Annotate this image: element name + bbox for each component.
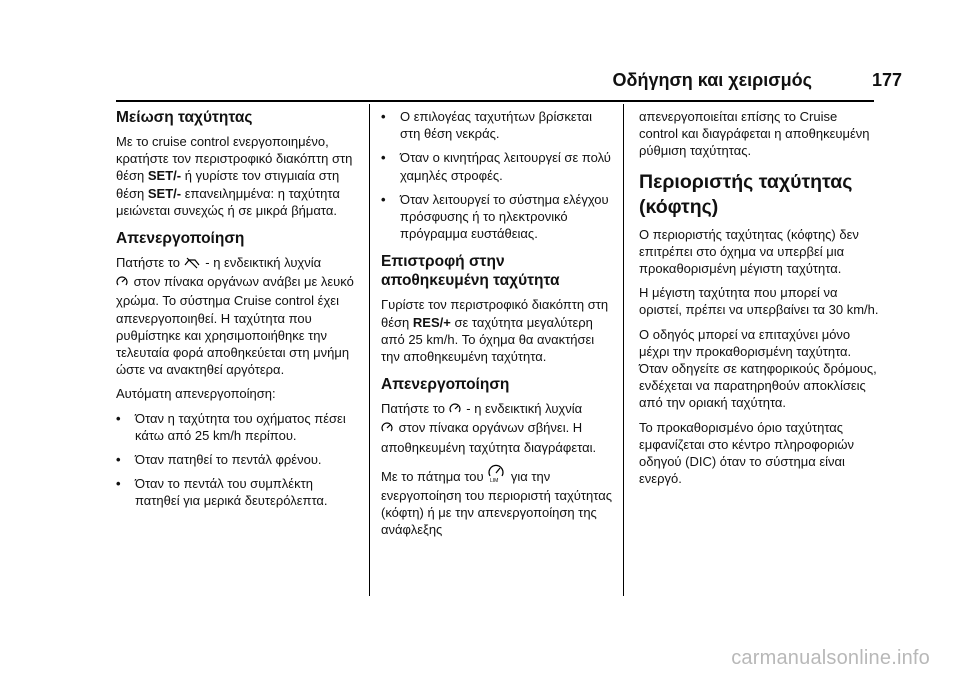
column-3 bbox=[639, 108, 879, 494]
heading-speed-limiter: Περιοριστής ταχύτητας (κόφτης) bbox=[639, 170, 853, 218]
bullet-list bbox=[116, 410, 358, 510]
cruise-indicator-icon bbox=[449, 402, 461, 419]
list-item: • Ο επιλογέας ταχυτήτων βρίσκεται στη θέση νεκράς. bbox=[381, 109, 593, 142]
paragraph: Γυρίστε τον περιστροφικό διακόπτη στη θέση RES/+ σε ταχύτητα μεγαλύτερη από 25 km/h. Το όχημα θα ανακτήσει την αποθηκευμένη ταχύτητα. bbox=[381, 297, 609, 365]
column-divider bbox=[369, 104, 370, 596]
list-item: • Όταν ο κινητήρας λειτουργεί σε πολύ χαμηλές στροφές. bbox=[381, 150, 611, 183]
paragraph: Ο οδηγός μπορεί να επιταχύνει μόνο μέχρι την προκαθορισμένη ταχύτητα. Όταν οδηγείτε σε κατηφορικούς δρόμους, ενδέχεται να παρατηρηθούν αποκλίσεις από την οριακή ταχύτητα. bbox=[639, 326, 877, 411]
paragraph: Η μέγιστη ταχύτητα που μπορεί να οριστεί, πρέπει να υπερβαίνει τα 30 km/h. bbox=[639, 285, 879, 318]
list-item: • Όταν λειτουργεί το σύστημα ελέγχου πρόσφυσης ή το ηλεκτρονικό πρόγραμμα ευστάθειας. bbox=[381, 191, 609, 242]
speed-limiter-icon bbox=[487, 463, 505, 487]
heading-off: Απενεργοποίηση bbox=[381, 376, 510, 394]
heading-resume: Επιστροφή στην αποθηκευμένη ταχύτητα bbox=[381, 253, 560, 290]
cruise-indicator-icon bbox=[116, 275, 128, 292]
heading-speed-decrease: Μείωση ταχύτητας bbox=[116, 109, 253, 126]
page-number: 177 bbox=[871, 70, 902, 90]
paragraph: Το προκαθορισμένο όριο ταχύτητας εμφανίζεται στο κέντρο πληροφοριών οδηγού (DIC) όταν το σύστημα είναι ενεργό. bbox=[639, 419, 855, 487]
paragraph: Με το πάτημα του LIM για την ενεργοποίηση του περιοριστή ταχύτητας (κόφτη) ή με την απενεργοποίηση της ανάφλεξης bbox=[381, 463, 613, 539]
paragraph: Πατήστε το - η ενδεικτική λυχνία στον πίνακα οργάνων ανάβει με λευκό χρώμα. Το σύστημα Cruise control έχει απενεργοποιηθεί. Η ταχύτητα που ρυθμίστηκε και χρησιμοποιήθηκε την τελευταία φορά αποθηκεύεται στη μνήμη ώστε να ανακτηθεί αργότερα. bbox=[116, 255, 354, 378]
paragraph: απενεργοποιείται επίσης το Cruise control και διαγράφεται η αποθηκευμένη ρύθμιση ταχύτητας. bbox=[639, 109, 870, 159]
cruise-indicator-icon bbox=[381, 421, 393, 438]
paragraph: Ο περιοριστής ταχύτητας (κόφτης) δεν επιτρέπει στο όχημα να υπερβεί μια προκαθορισμένη μέγιστη ταχύτητα. bbox=[639, 226, 859, 277]
list-item: • Όταν πατηθεί το πεντάλ φρένου. bbox=[116, 452, 322, 468]
svg-text:LIM: LIM bbox=[490, 477, 499, 483]
paragraph: Με το cruise control ενεργοποιημένο, κρατήστε τον περιστροφικό διακόπτη στη θέση SET/- ή γυρίστε τον στιγμιαία στη θέση SET/- επανειλημμένα: η ταχύτητα μειώνεται συνεχώς ή σε μικρά βήματα. bbox=[116, 134, 353, 218]
list-item: • Όταν το πεντάλ του συμπλέκτη πατηθεί για μερικά δευτερόλεπτα. bbox=[116, 476, 328, 509]
paragraph: Αυτόματη απενεργοποίηση: bbox=[116, 386, 276, 402]
paragraph: Πατήστε το - η ενδεικτική λυχνία στον πίνακα οργάνων σβήνει. Η αποθηκευμένη ταχύτητα διαγράφεται. bbox=[381, 401, 597, 455]
column-divider bbox=[623, 104, 624, 596]
watermark: carmanualsonline.info bbox=[731, 647, 930, 669]
column-2 bbox=[381, 108, 613, 546]
column-1 bbox=[116, 108, 358, 517]
heading-deactivation: Απενεργοποίηση bbox=[116, 230, 245, 248]
page-header bbox=[0, 64, 960, 94]
list-item: • Όταν η ταχύτητα του οχήματος πέσει κάτω από 25 km/h περίπου. bbox=[116, 410, 346, 443]
section-title: Οδήγηση και χειρισμός bbox=[612, 70, 812, 90]
bullet-list bbox=[381, 108, 613, 242]
header-rule bbox=[116, 100, 874, 102]
cruise-cancel-icon bbox=[184, 256, 200, 273]
